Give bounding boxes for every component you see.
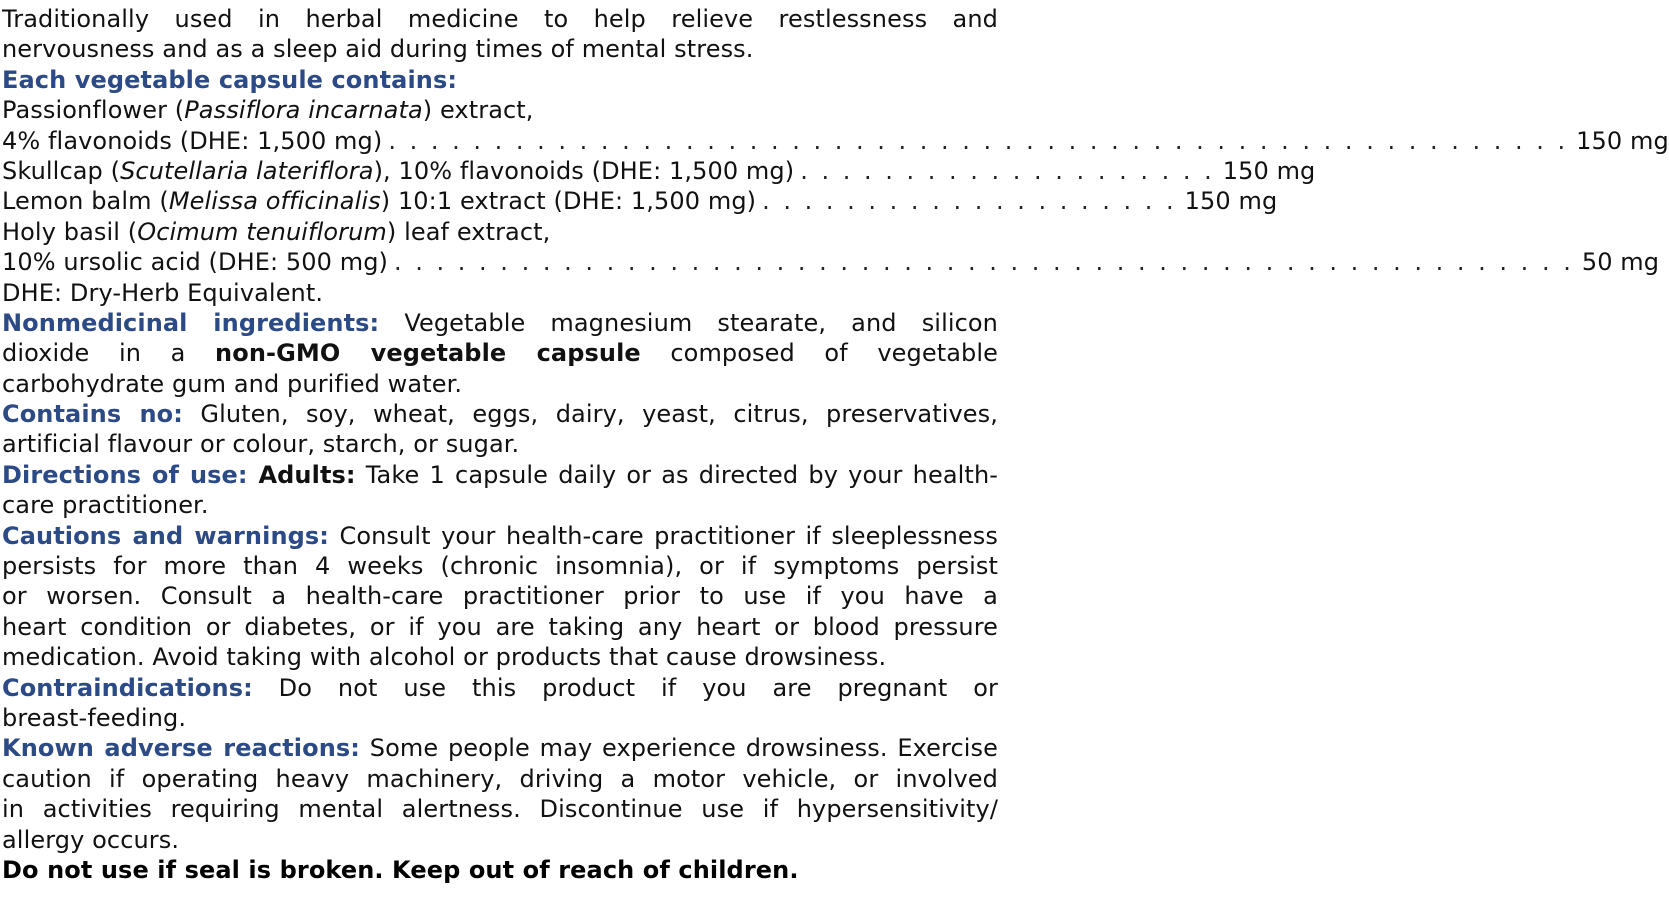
passionflower-line	[2, 95, 1000, 125]
nonmedicinal-text-1: Vegetable magnesium stearate, and silicon	[379, 308, 998, 337]
dot-leader: . . . . . . . . . . . . . . . . . . . .	[800, 156, 1215, 185]
lemon-balm-name: Lemon balm (	[2, 187, 169, 216]
lemon-balm-amount: 150 mg	[1184, 187, 1278, 216]
cautions-line-3: or worsen. Consult a health-care practitioner prior to use if you have a	[2, 582, 998, 611]
lemon-balm-latin: Melissa officinalis	[168, 187, 381, 216]
nonmedicinal-heading: Nonmedicinal ingredients:	[2, 308, 380, 337]
directions-adults: Adults:	[247, 460, 356, 489]
contains-no-line-2: artificial flavour or colour, starch, or sugar.	[2, 430, 520, 459]
contains-no-line-1	[2, 399, 1000, 429]
skullcap-name: Skullcap (	[2, 156, 121, 185]
contains-no-text-1: Gluten, soy, wheat, eggs, dairy, yeast, citrus, preservatives,	[182, 400, 998, 429]
passionflower-name: Passionflower (	[2, 96, 185, 125]
nonmedicinal-line-1	[2, 308, 1000, 338]
cautions-heading: Cautions and warnings:	[2, 521, 329, 550]
adverse-line-3: in activities requiring mental alertness. Discontinue use if hypersensitivity/	[2, 795, 998, 824]
lemon-balm-rest: ) 10:1 extract (DHE: 1,500 mg)	[380, 187, 757, 216]
cautions-text-1: Consult your health-care practitioner if sleeplessness	[329, 521, 998, 550]
ingredients-heading: Each vegetable capsule contains:	[2, 65, 458, 94]
holy-basil-rest: ) leaf extract,	[386, 217, 551, 246]
holy-basil-latin: Ocimum tenuiflorum	[137, 217, 387, 246]
skullcap-row	[2, 156, 1316, 186]
passionflower-amount: 150 mg	[1576, 126, 1669, 155]
holy-basil-spec: 10% ursolic acid (DHE: 500 mg)	[2, 248, 389, 277]
passionflower-spec: 4% flavonoids (DHE: 1,500 mg)	[2, 126, 383, 155]
lemon-balm-row	[2, 186, 1278, 216]
holy-basil-amount-row	[2, 247, 1660, 277]
nonmedicinal-text-2a: dioxide in a	[2, 339, 216, 368]
contraindications-heading: Contraindications:	[2, 673, 253, 702]
capsule-type: non-GMO vegetable capsule	[215, 339, 641, 368]
passionflower-amount-row	[2, 126, 1669, 156]
lemon-balm-desc	[2, 186, 756, 216]
holy-basil-name: Holy basil (	[2, 217, 138, 246]
cautions-line-1	[2, 521, 1000, 551]
skullcap-amount: 150 mg	[1222, 156, 1316, 185]
dot-leader: . . . . . . . . . . . . . . . . . . . . . . . . . . . . . . . . . . . . . . . . . . . . . . . . . . . . . . . .	[388, 126, 1569, 155]
nonmedicinal-text-2b: composed of vegetable	[640, 339, 998, 368]
skullcap-latin: Scutellaria lateriflora	[120, 156, 374, 185]
cautions-line-2: persists for more than 4 weeks (chronic insomnia), or if symptoms persist	[2, 552, 998, 581]
directions-line-2: care practitioner.	[2, 491, 209, 520]
cautions-line-5: medication. Avoid taking with alcohol or products that cause drowsiness.	[2, 643, 887, 672]
adverse-line-2: caution if operating heavy machinery, driving a motor vehicle, or involved	[2, 764, 998, 793]
adverse-line-1	[2, 733, 1000, 763]
directions-line-1	[2, 460, 1000, 490]
adverse-text-1: Some people may experience drowsiness. Exercise	[359, 734, 998, 763]
holy-basil-amount: 50 mg	[1581, 248, 1660, 277]
passionflower-rest: ) extract,	[422, 96, 534, 125]
skullcap-desc	[2, 156, 794, 186]
final-warning: Do not use if seal is broken. Keep out of reach of children.	[2, 855, 799, 884]
nonmedicinal-line-3: carbohydrate gum and purified water.	[2, 369, 463, 398]
dot-leader: . . . . . . . . . . . . . . . . . . . . . . . . . . . . . . . . . . . . . . . . . . . . . . . . . . . . . . . .	[394, 248, 1574, 277]
skullcap-rest: ), 10% flavonoids (DHE: 1,500 mg)	[373, 156, 795, 185]
dhe-note: DHE: Dry-Herb Equivalent.	[2, 278, 324, 307]
intro-line-1: Traditionally used in herbal medicine to help relieve restlessness and	[2, 5, 998, 33]
directions-heading: Directions of use:	[2, 460, 248, 489]
directions-text-1: Take 1 capsule daily or as directed by your health-	[355, 460, 999, 489]
intro-line-2: nervousness and as a sleep aid during times of mental stress.	[2, 35, 754, 64]
adverse-heading: Known adverse reactions:	[2, 734, 360, 763]
contraindications-line-2: breast-feeding.	[2, 703, 187, 732]
cautions-line-4: heart condition or diabetes, or if you are taking any heart or blood pressure	[2, 612, 998, 641]
dot-leader: . . . . . . . . . . . . . . . . . . . .	[762, 187, 1177, 216]
passionflower-latin: Passiflora incarnata	[184, 96, 423, 125]
contraindications-line-1	[2, 673, 1000, 703]
contraindications-text-1: Do not use this product if you are pregnant or	[252, 673, 998, 702]
nonmedicinal-line-2	[2, 338, 1000, 368]
holy-basil-line	[2, 217, 1000, 247]
adverse-line-4: allergy occurs.	[2, 825, 180, 854]
contains-no-heading: Contains no:	[2, 400, 183, 429]
